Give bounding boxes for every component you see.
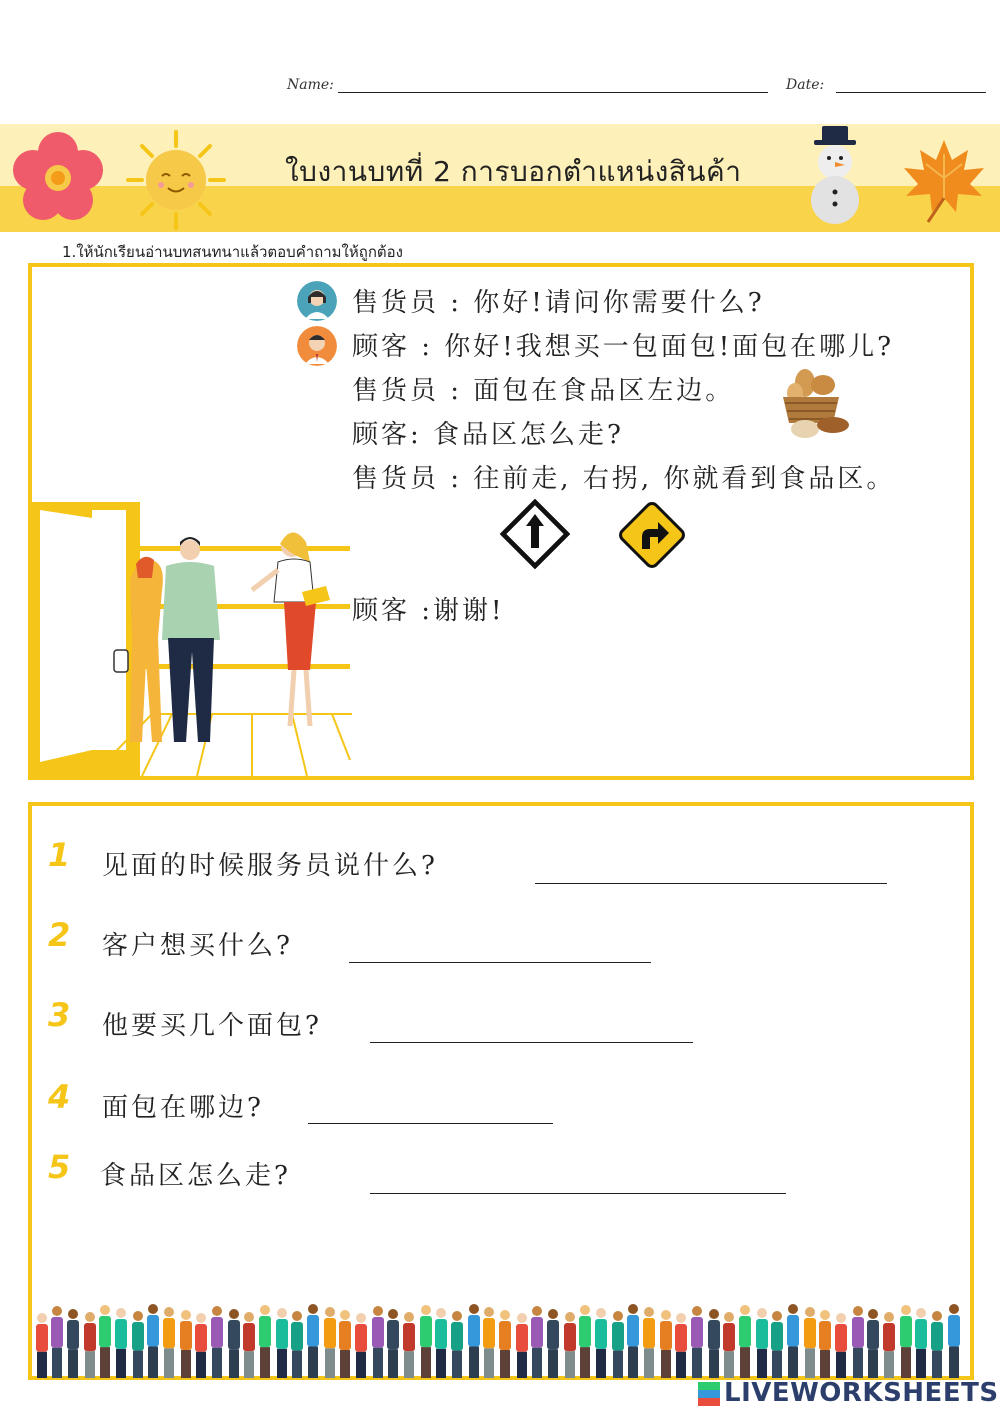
crowd-person [739, 1305, 751, 1378]
crowd-person [387, 1309, 399, 1378]
crowd-person [852, 1306, 864, 1378]
crowd-person [900, 1305, 912, 1378]
bread-basket-icon [775, 365, 855, 440]
dialogue-line-3: 售货员 : 面包在食品区左边。 [352, 376, 735, 406]
crowd-person [516, 1313, 528, 1378]
crowd-person [51, 1306, 63, 1378]
crowd-person [835, 1313, 847, 1378]
crowd-person [468, 1304, 480, 1378]
name-label: Name: [287, 77, 334, 93]
sun-icon [124, 128, 228, 232]
crowd-person [547, 1309, 559, 1378]
date-line[interactable] [836, 92, 986, 93]
crowd-person [612, 1311, 624, 1378]
crowd-person [115, 1308, 127, 1378]
crowd-person [723, 1312, 735, 1378]
question-text-4: 面包在哪边? [102, 1093, 264, 1123]
crowd-person [579, 1305, 591, 1378]
crowd-person [99, 1305, 111, 1378]
crowd-person [211, 1306, 223, 1378]
dialogue-line-1: 售货员 : 你好!请问你需要什么? [352, 288, 765, 318]
maple-leaf-icon [898, 134, 990, 226]
crowd-person [36, 1313, 48, 1378]
lw-logo-icon [698, 1382, 720, 1406]
crowd-person [403, 1312, 415, 1378]
crowd-person [243, 1312, 255, 1378]
crowd-illustration [32, 1300, 968, 1378]
crowd-person [595, 1308, 607, 1378]
crowd-person [499, 1310, 511, 1378]
question-text-1: 见面的时候服务员说什么? [102, 851, 438, 881]
crowd-person [180, 1310, 192, 1378]
crowd-person [291, 1311, 303, 1378]
crowd-person [660, 1310, 672, 1378]
answer-line-5[interactable] [370, 1193, 786, 1194]
crowd-person [355, 1313, 367, 1378]
crowd-person [147, 1304, 159, 1378]
answer-line-3[interactable] [370, 1042, 693, 1043]
crowd-person [756, 1308, 768, 1378]
crowd-person [67, 1309, 79, 1378]
crowd-person [276, 1308, 288, 1378]
question-number-5: 5 [48, 1148, 71, 1186]
crowd-person [420, 1305, 432, 1378]
date-label: Date: [786, 77, 825, 93]
store-scene-illustration [32, 500, 352, 776]
crowd-person [195, 1313, 207, 1378]
crowd-person [804, 1307, 816, 1378]
question-text-2: 客户想买什么? [102, 931, 293, 961]
crowd-person [787, 1304, 799, 1378]
question-number-1: 1 [48, 836, 71, 874]
dialogue-line-4: 顾客: 食品区怎么走? [352, 420, 624, 450]
crowd-person [915, 1308, 927, 1378]
crowd-person [627, 1304, 639, 1378]
crowd-person [163, 1307, 175, 1378]
crowd-person [132, 1311, 144, 1378]
crowd-person [228, 1309, 240, 1378]
crowd-person [372, 1306, 384, 1378]
crowd-person [531, 1306, 543, 1378]
instruction-text: 1.ให้นักเรียนอ่านบทสนทนาแล้วตอบคำถามให้ถูกต้อง [62, 243, 404, 261]
crowd-person [867, 1309, 879, 1378]
crowd-person [483, 1307, 495, 1378]
crowd-person [564, 1312, 576, 1378]
crowd-person [819, 1310, 831, 1378]
snowman-icon [800, 124, 870, 224]
crowd-person [259, 1305, 271, 1378]
answer-line-4[interactable] [308, 1123, 553, 1124]
crowd-person [339, 1310, 351, 1378]
question-number-3: 3 [48, 996, 71, 1034]
crowd-person [691, 1306, 703, 1378]
name-line[interactable] [338, 92, 768, 93]
crowd-person [948, 1304, 960, 1378]
dialogue-line-2: 顾客 : 你好!我想买一包面包!面包在哪儿? [352, 332, 895, 362]
crowd-person [84, 1312, 96, 1378]
question-text-3: 他要买几个面包? [102, 1011, 322, 1041]
clerk-avatar-icon [297, 281, 337, 321]
crowd-person [451, 1311, 463, 1378]
dialogue-line-6: 顾客 :谢谢! [352, 596, 505, 626]
question-number-2: 2 [48, 916, 71, 954]
answer-line-1[interactable] [535, 883, 887, 884]
flower-icon [10, 130, 106, 226]
dialogue-line-5: 售货员 : 往前走, 右拐, 你就看到食品区。 [352, 464, 896, 494]
crowd-person [307, 1304, 319, 1378]
answer-line-2[interactable] [349, 962, 651, 963]
banner-title: ใบงานบทที่ 2 การบอกตำแหน่งสินค้า [285, 155, 742, 188]
customer-avatar-icon [297, 326, 337, 366]
crowd-person [324, 1307, 336, 1378]
crowd-person [931, 1311, 943, 1378]
crowd-person [883, 1312, 895, 1378]
question-number-4: 4 [48, 1078, 71, 1116]
question-text-5: 食品区怎么走? [100, 1161, 291, 1191]
liveworksheets-logo[interactable]: LIVEWORKSHEETS [724, 1378, 999, 1408]
crowd-person [771, 1311, 783, 1378]
crowd-person [643, 1307, 655, 1378]
right-turn-sign-icon [616, 499, 688, 571]
straight-arrow-sign-icon [500, 499, 570, 569]
crowd-person [435, 1308, 447, 1378]
crowd-person [708, 1309, 720, 1378]
crowd-person [675, 1313, 687, 1378]
